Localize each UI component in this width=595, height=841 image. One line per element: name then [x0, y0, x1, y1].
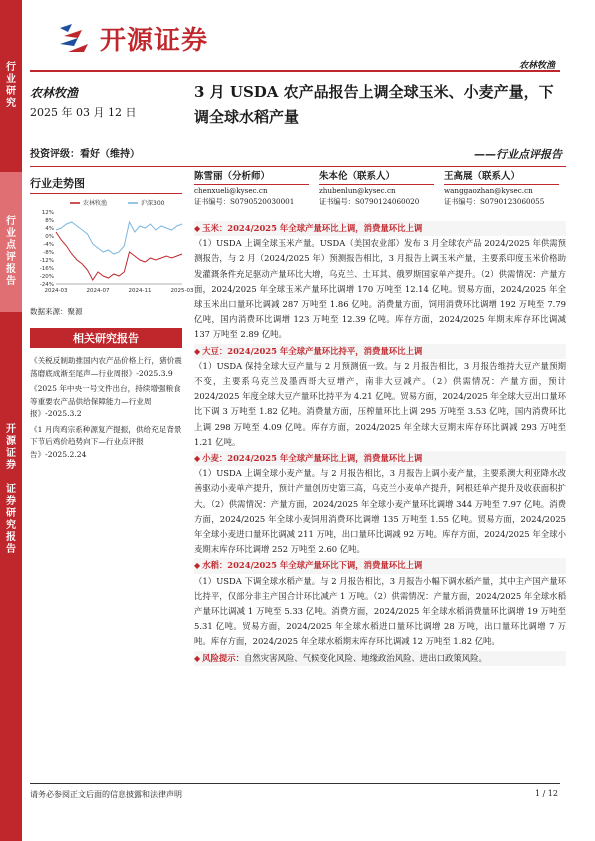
analyst-name: 王高展（联系人） [444, 171, 521, 182]
bullet-icon: ◆ [194, 653, 201, 663]
risk-text: 自然灾害风险、气候变化风险、地缘政治风险、进出口政策风险。 [244, 652, 487, 663]
x-tick-label: 2024-03 [44, 288, 68, 294]
industry-trend-chart [30, 196, 194, 301]
y-tick-label: 0% [45, 234, 54, 240]
trend-chart-title: 行业走势图 [30, 177, 85, 190]
sidebar-char: 评 [6, 252, 16, 263]
y-tick-label: -8% [43, 250, 54, 256]
section-heading: 风险提示： [202, 652, 245, 663]
related-report-item[interactable]: 《关税反制助推国内农产品价格上行，猪价震荡磨底成渐至尾声—行业周报》-2025.3.9 [30, 356, 182, 378]
bullet-icon: ◆ [194, 224, 201, 233]
sidebar-char: 源 [6, 436, 16, 447]
x-tick-label: 2024-11 [128, 288, 152, 294]
related-report-item[interactable]: 《1 月肉鸡宗系种源复产提振，供给充足背景下节后鸡价趋势向下—行业点评报告》-2025.2.24 [30, 424, 182, 459]
section-divider [30, 166, 566, 167]
footer-disclaimer: 请务必参阅正文后面的信息披露和法律声明 [30, 790, 182, 799]
sidebar-char: 究 [6, 520, 16, 531]
sidebar-char: 券 [6, 496, 16, 507]
series-line [56, 232, 182, 280]
sidebar-char: 告 [6, 276, 16, 287]
section-heading: 玉米：2024/2025 年全球产量环比上调，消费量环比上调 [202, 223, 423, 233]
section-soybean [194, 344, 566, 450]
side-banner [0, 0, 22, 841]
trend-divider [30, 193, 182, 194]
footer-divider [30, 783, 560, 784]
report-title: 3 月 USDA 农产品报告上调全球玉米、小麦产量，下调全球水稻产量 [194, 83, 554, 126]
sidebar-char: 业 [6, 228, 16, 239]
header-category: 农林牧渔 [518, 61, 555, 71]
logo-mark-icon [58, 22, 92, 54]
section-risk [194, 651, 566, 666]
chart-source: 数据来源：聚源 [30, 307, 83, 316]
investment-rating: 投资评级：看好（维持） [30, 149, 140, 160]
logo-text: 开源证券 [100, 25, 209, 56]
y-tick-label: -4% [43, 242, 54, 248]
page-number: 1 / 12 [534, 789, 558, 798]
sidebar-char [9, 472, 12, 484]
section-paragraph: （1）USDA 上调全球玉米产量。USDA（美国农业部）发布 3 月全球农产品 2024/2025 年供需预测报告，与 2 月（2024/2025 年）预测报告相比，3 月报告上调玉米产量，主要系印度玉米价格助发灌溉条件充足驱动产量环比大增，乌克兰、土耳其、俄罗斯国家单产提升。（2）供需情况：产量方面，2024/2025 年全球玉米产量环比调增 170 万吨至 12.14 亿吨。贸易方面，2024/2025 年全球玉米出口量环比调减 287 万吨至 1.86 亿吨。消费量方面，饲用消费环比调增 192 万吨至 7.79 亿吨，国内消费环比调增 123 万吨至 12.39 亿吨。库存方面，2024/2025 年期末库存环比调减 137 万吨至 2.89 亿吨。 [194, 238, 566, 340]
sidebar-char: 证 [6, 448, 16, 459]
analyst-cert: 证书编号：S0790520030001 [194, 197, 295, 206]
analyst-email[interactable]: chenxueli@kysec.cn [194, 186, 268, 195]
section-paragraph: （1）USDA 下调全球水稻产量。与 2 月报告相比，3 月报告小幅下调水稻产量，其中主产国产量环比持平，仅部分非主产国合计环比减产 1 万吨。（2）供需情况：产量方面，2024/2025 年全球水稻产量环比调减 1 万吨至 5.33 亿吨。消费方面，2024/2025 年全球水稻消费量环比调增 19 万吨至 5.31 亿吨。贸易方面，2024/2025 年全球水稻进口量环比调增 28 万吨，出口量环比调增 7 万吨。库存方面，2024/2025 年全球水稻期末库存环比调减 12 万吨至 1.82 亿吨。 [194, 575, 566, 647]
analyst-card [444, 170, 569, 207]
trend-chart-svg [30, 196, 194, 301]
sidebar-char: 点 [6, 240, 16, 251]
sidebar-char: 券 [6, 460, 16, 471]
section-heading: 小麦：2024/2025 年全球产量环比上调，消费量环比上调 [202, 453, 423, 464]
analyst-block [194, 170, 566, 212]
side-banner-bottom [0, 312, 22, 841]
x-tick-label: 2024-07 [86, 288, 110, 294]
sidebar-char: 告 [6, 544, 16, 555]
analyst-card [319, 170, 444, 207]
analyst-name: 陈雪丽（分析师） [194, 171, 271, 182]
y-tick-label: -20% [39, 274, 54, 280]
sidebar-char: 证 [6, 484, 16, 495]
sidebar-char: 报 [6, 264, 16, 275]
related-reports-header: 相关研究报告 [30, 328, 182, 348]
sidebar-char: 开 [6, 424, 16, 435]
sidebar-char: 研 [6, 86, 16, 97]
analyst-email[interactable]: wanggaozhan@kysec.cn [444, 186, 533, 195]
analyst-cert: 证书编号：S0790124060020 [319, 197, 420, 206]
section-rice [194, 558, 566, 649]
analyst-card [194, 170, 319, 207]
series-line [56, 222, 182, 254]
section-paragraph: （1）USDA 上调全球小麦产量。与 2 月报告相比，3 月报告上调小麦产量，主要系澳大利亚降水改善驱动小麦单产提升，预计产量创历史第三高，乌克兰小麦单产提升，阿根廷单产提升及收获面积扩大。（2）供需情况：产量方面，2024/2025 年全球小麦产量环比调增 344 万吨至 7.97 亿吨。消费方面，2024/2025 年全球小麦饲用消费环比调增 135 万吨至 1.55 亿吨。贸易方面，2024/2025 年全球小麦进口量环比调减 211 万吨，出口量环比调减 92 万吨。库存方面，2024/2025 年全球小麦期末库存环比调增 252 万吨至 2.60 亿吨。 [194, 468, 566, 555]
analyst-name: 朱本伦（联系人） [319, 171, 396, 182]
section-paragraph: （1）USDA 保持全球大豆产量与 2 月预测值一致。与 2 月报告相比，3 月报告维持大豆产量预期不变，主要系乌克兰及墨西哥大豆增产，南非大豆减产。（2）供需情况：产量方面，预计 2024/2025 年度全球大豆产量环比持平为 4.21 亿吨。贸易方面，2024/2025 年全球大豆出口量环比下调 3 万吨至 1.82 亿吨。消费量方面，压榨量环比上调 295 万吨至 3.53 亿吨，国内消费环比上调 298 万吨至 4.09 亿吨。库存方面，2024/2025 年全球大豆期末库存环比调减 293 万吨至 1.21 亿吨。 [194, 360, 566, 447]
analyst-cert: 证书编号：S0790123060055 [444, 197, 545, 206]
sidebar-char: 业 [6, 74, 16, 85]
related-report-item[interactable]: 《2025 年中央一号文件出台，持续增强粮食等重要农产品供给保障能力—行业周报》-2025.3.2 [30, 384, 181, 418]
report-date: 2025 年 03 月 12 日 [30, 106, 137, 119]
bullet-icon: ◆ [194, 346, 201, 356]
y-tick-label: 12% [41, 210, 54, 216]
bullet-icon: ◆ [194, 561, 201, 571]
report-body [194, 220, 566, 666]
y-tick-label: -24% [39, 282, 54, 288]
report-type: ——行业点评报告 [474, 148, 562, 161]
legend-label: 农林牧渔 [83, 200, 108, 207]
bullet-icon: ◆ [194, 454, 201, 464]
y-tick-label: -16% [39, 266, 54, 272]
company-logo [58, 18, 228, 58]
side-banner-top [0, 0, 22, 172]
header-divider [30, 70, 560, 72]
related-reports-list [30, 355, 185, 464]
section-heading: 水稻：2024/2025 年全球产量环比下调，消费量环比上调 [202, 560, 423, 571]
sidebar-char: 行 [6, 216, 16, 227]
y-tick-label: 8% [45, 218, 54, 224]
side-banner-middle [0, 172, 22, 312]
legend-label: 沪深300 [141, 200, 165, 207]
sidebar-char: 研 [6, 508, 16, 519]
section-heading: 大豆：2024/2025 年全球产量环比持平，消费量环比上调 [202, 345, 423, 356]
sidebar-char: 报 [6, 532, 16, 543]
y-tick-label: 4% [45, 226, 54, 232]
sidebar-char: 究 [6, 98, 16, 109]
section-wheat [194, 451, 566, 557]
analyst-email[interactable]: zhubenlun@kysec.cn [319, 186, 396, 195]
industry-category: 农林牧渔 [30, 86, 79, 100]
y-tick-label: -12% [39, 258, 54, 264]
sidebar-char: 行 [6, 62, 16, 73]
x-tick-label: 2025-03 [170, 288, 194, 294]
section-corn [194, 221, 566, 343]
